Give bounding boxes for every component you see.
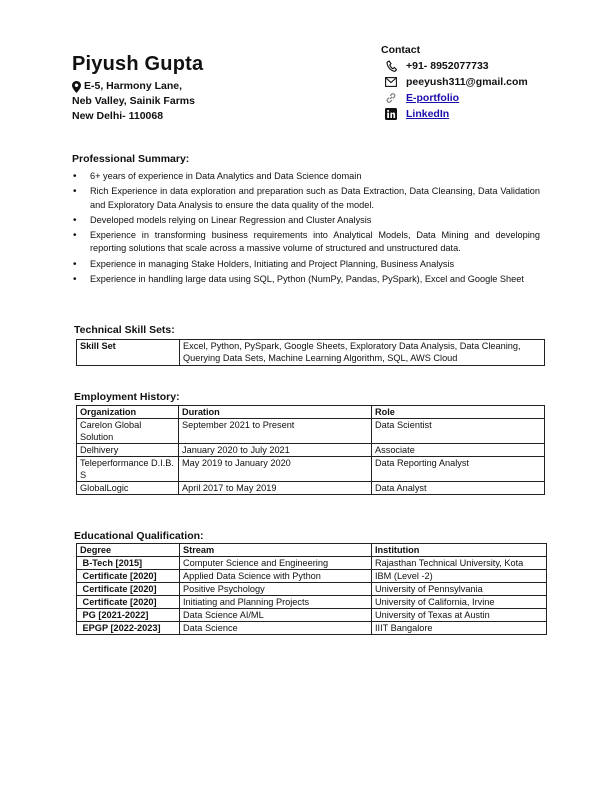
- skills-title: Technical Skill Sets:: [74, 324, 175, 336]
- summary-item-text: Experience in managing Stake Holders, Initiating and Project Planning, Business Analysis: [90, 258, 455, 269]
- skills-label: Skill Set: [77, 340, 180, 366]
- location-pin-icon: [72, 81, 81, 93]
- education-header-institution: Institution: [372, 544, 547, 557]
- education-institution: IIIT Bangalore: [372, 622, 547, 635]
- summary-list: [73, 170, 540, 286]
- contact-email-row: [384, 75, 528, 89]
- phone-number: +91- 8952077733: [406, 60, 489, 72]
- summary-item: [73, 185, 540, 212]
- employment-cell: September 2021 to Present: [179, 419, 372, 444]
- education-degree: Certificate [2020]: [77, 583, 180, 596]
- email-address[interactable]: peeyush311@gmail.com: [406, 76, 528, 88]
- education-stream: Positive Psychology: [180, 583, 372, 596]
- bullet-icon: •: [73, 171, 77, 182]
- education-table: [76, 543, 547, 635]
- contact-linkedin-row: [384, 107, 449, 121]
- address-line-1-text: E-5, Harmony Lane,: [84, 80, 183, 92]
- summary-item: [73, 170, 540, 184]
- address-line-2: Neb Valley, Sainik Farms: [72, 95, 195, 107]
- summary-list-wrap: [73, 170, 540, 288]
- table-row: [77, 457, 545, 482]
- education-institution: University of California, Irvine: [372, 596, 547, 609]
- portfolio-link[interactable]: E-portfolio: [406, 92, 460, 104]
- education-header-stream: Stream: [180, 544, 372, 557]
- employment-cell: Associate: [372, 444, 545, 457]
- candidate-name: Piyush Gupta: [72, 53, 204, 75]
- employment-header-organization: Organization: [77, 406, 179, 419]
- employment-cell: Data Scientist: [372, 419, 545, 444]
- skills-table: [76, 339, 545, 366]
- summary-item-text: Experience in transforming business requirements into Analytical Models, Data Mining and developing reporting solutions that scale across a massive volume of structured and unstructured data.: [90, 229, 540, 254]
- contact-portfolio-row: [384, 91, 459, 105]
- bullet-icon: •: [73, 273, 77, 285]
- summary-item-text: Experience in handling large data using SQL, Python (NumPy, Pandas, PySpark), Excel and Google Sheet: [90, 273, 524, 284]
- table-row: [77, 570, 547, 583]
- education-degree: EPGP [2022-2023]: [77, 622, 180, 635]
- employment-header-role: Role: [372, 406, 545, 419]
- table-row: [77, 444, 545, 457]
- employment-cell: Carelon Global Solution: [77, 419, 179, 444]
- education-institution: University of Pennsylvania: [372, 583, 547, 596]
- education-degree: Certificate [2020]: [77, 570, 180, 583]
- education-stream: Data Science: [180, 622, 372, 635]
- bullet-icon: •: [73, 258, 77, 270]
- education-institution: IBM (Level -2): [372, 570, 547, 583]
- employment-cell: Delhivery: [77, 444, 179, 457]
- summary-item-text: Rich Experience in data exploration and preparation such as Data Extraction, Data Cleansing, Data Validation and Exploratory Data Analysis to ensure the data quality of the model.: [90, 186, 540, 210]
- contact-title: Contact: [381, 44, 421, 56]
- link-icon: [384, 91, 398, 105]
- summary-item: [73, 258, 540, 272]
- phone-icon: [384, 59, 398, 73]
- address-line-3: New Delhi- 110068: [72, 110, 164, 122]
- education-degree: Certificate [2020]: [77, 596, 180, 609]
- employment-cell: January 2020 to July 2021: [179, 444, 372, 457]
- table-header-row: [77, 406, 545, 419]
- employment-cell: Teleperformance D.I.B. S: [77, 457, 179, 482]
- education-stream: Initiating and Planning Projects: [180, 596, 372, 609]
- table-row: [77, 609, 547, 622]
- bullet-icon: •: [73, 229, 77, 241]
- employment-cell: Data Reporting Analyst: [372, 457, 545, 482]
- education-header-degree: Degree: [77, 544, 180, 557]
- bullet-icon: •: [73, 214, 77, 226]
- education-degree: PG [2021-2022]: [77, 609, 180, 622]
- email-icon: [384, 75, 398, 89]
- bullet-icon: •: [73, 186, 77, 198]
- education-degree: B-Tech [2015]: [77, 557, 180, 570]
- table-header-row: [77, 544, 547, 557]
- education-stream: Computer Science and Engineering: [180, 557, 372, 570]
- employment-cell: May 2019 to January 2020: [179, 457, 372, 482]
- employment-table: [76, 405, 545, 495]
- employment-cell: Data Analyst: [372, 482, 545, 495]
- table-row: [77, 596, 547, 609]
- table-row: [77, 340, 545, 366]
- education-institution: University of Texas at Austin: [372, 609, 547, 622]
- address-line-1: [72, 79, 182, 94]
- education-stream: Data Science AI/ML: [180, 609, 372, 622]
- education-institution: Rajasthan Technical University, Kota: [372, 557, 547, 570]
- table-row: [77, 482, 545, 495]
- table-row: [77, 583, 547, 596]
- linkedin-icon: [384, 107, 398, 121]
- linkedin-link[interactable]: LinkedIn: [406, 108, 450, 120]
- employment-cell: April 2017 to May 2019: [179, 482, 372, 495]
- table-row: [77, 557, 547, 570]
- contact-phone-row: [384, 59, 489, 73]
- summary-item-text: Developed models relying on Linear Regression and Cluster Analysis: [90, 214, 372, 225]
- employment-header-duration: Duration: [179, 406, 372, 419]
- summary-title: Professional Summary:: [72, 153, 190, 165]
- table-row: [77, 419, 545, 444]
- employment-cell: GlobalLogic: [77, 482, 179, 495]
- summary-item: [73, 273, 540, 287]
- education-stream: Applied Data Science with Python: [180, 570, 372, 583]
- summary-item: [73, 214, 540, 228]
- education-title: Educational Qualification:: [74, 530, 204, 542]
- table-row: [77, 622, 547, 635]
- summary-item: [73, 229, 540, 256]
- employment-title: Employment History:: [74, 391, 180, 403]
- skills-value: Excel, Python, PySpark, Google Sheets, Exploratory Data Analysis, Data Cleaning, Querying Data Sets, Machine Learning Algorithm, SQL, AWS Cloud: [180, 340, 545, 366]
- summary-item-text: 6+ years of experience in Data Analytics and Data Science domain: [90, 171, 362, 181]
